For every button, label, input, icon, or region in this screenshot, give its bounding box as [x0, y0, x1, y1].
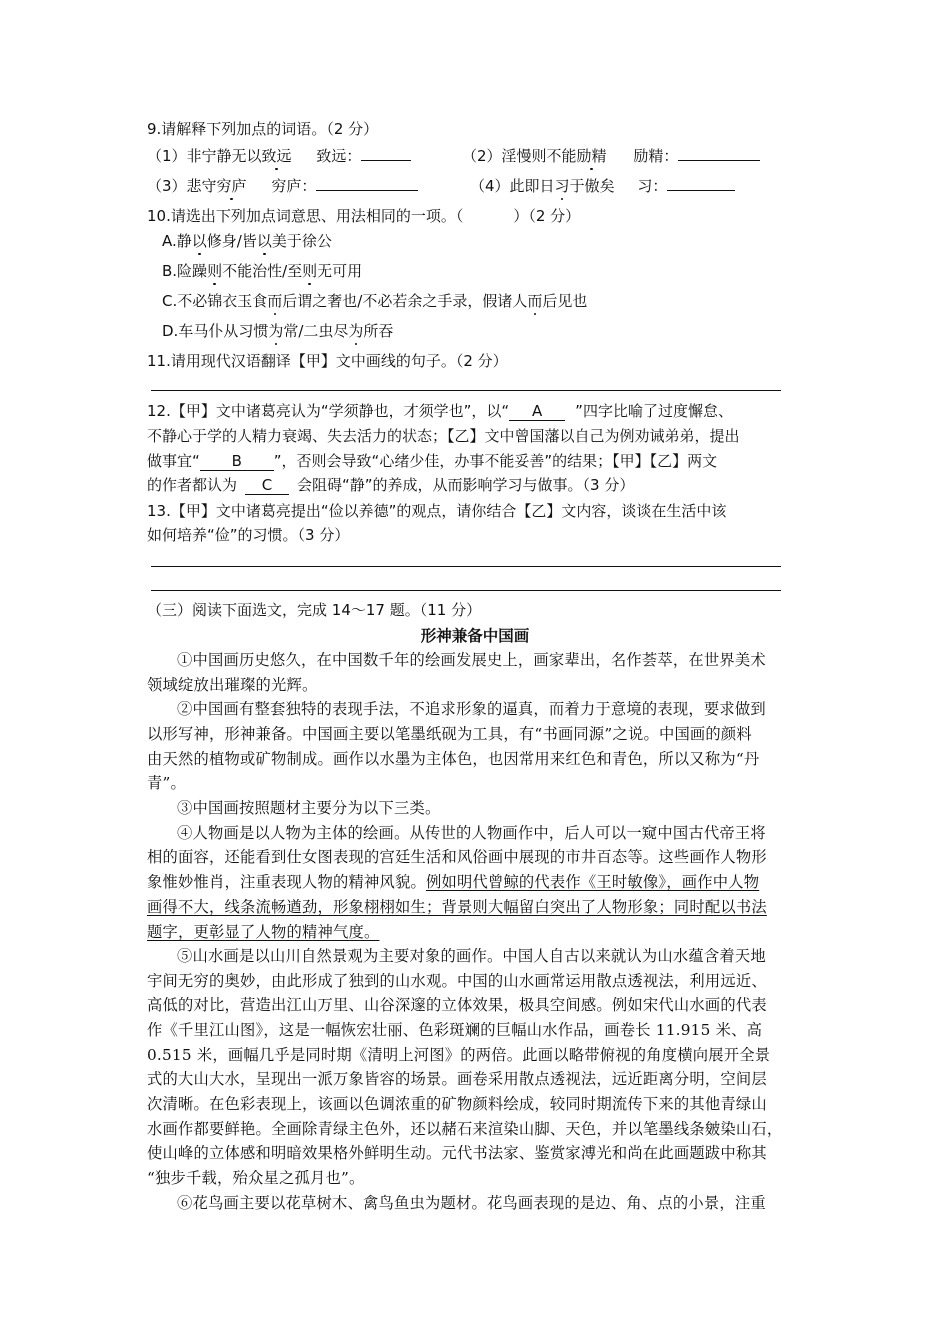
q9-item-1: （1）非宁静无以致远 致远：	[147, 145, 411, 166]
q10-option-b[interactable]: B.险躁则不能治性/至则无可用	[162, 262, 363, 280]
q9-item-2: （2）淫慢则不能励精 励精：	[462, 145, 760, 166]
q10-option-d[interactable]: D.车马仆从习惯为常/二虫尽为所吞	[162, 322, 394, 340]
q12-blank-a[interactable]: A	[509, 402, 565, 421]
q9-answer-2[interactable]	[678, 145, 760, 161]
section3-intro: （三）阅读下面选文，完成 14～17 题。（11 分）	[147, 601, 482, 619]
p4-line-2: 相的面容，还能看到仕女图表现的宫廷生活和风俗画中展现的市井百态等。这些画作人物形	[147, 848, 767, 866]
q9-answer-1[interactable]	[361, 145, 411, 161]
q12-line-1: 12.【甲】文中诸葛亮认为“学须静也，才须学也”，以“ A ”四字比喻了过度懈怠、	[147, 402, 733, 420]
q12-line-2: 不静心于学的人精力衰竭、失去活力的状态；【乙】文中曾国藩以自己为例劝诫弟弟，提出	[147, 427, 740, 445]
p2-line-2: 以形写神，形神兼备。中国画主要以笔墨纸砚为工具，有“书画同源”之说。中国画的颜料	[147, 725, 752, 743]
q9-answer-3[interactable]	[316, 175, 418, 191]
q13-line-2: 如何培养“俭”的习惯。（3 分）	[147, 526, 350, 544]
q10-option-a[interactable]: A.静以修身/皆以美于徐公	[162, 232, 332, 250]
q13-answer-line-1[interactable]	[151, 566, 781, 567]
p4-line-4: 画得不大，线条流畅遒劲，形象栩栩如生；背景则大幅留白突出了人物形象；同时配以书法	[147, 898, 767, 916]
q12-blank-c[interactable]: C	[245, 476, 289, 495]
p5-line-9: 使山峰的立体感和明暗效果格外鲜明生动。元代书法家、鉴赏家溥光和尚在此画题跋中称其	[147, 1144, 767, 1162]
p1-line-1: ①中国画历史悠久，在中国数千年的绘画发展史上，画家辈出，名作荟萃，在世界美术	[177, 651, 766, 669]
p5-line-8: 水画作都要鲜艳。全画除青绿主色外，还以赭石来渲染山脚、天色，并以笔墨线条皴染山石，	[147, 1120, 783, 1138]
p2-line-3: 由天然的植物或矿物制成。画作以水墨为主体色，也因常用来红色和青色，所以又称为“丹	[147, 750, 760, 768]
p2-line-1: ②中国画有整套独特的表现手法，不追求形象的逼真，而着力于意境的表现，要求做到	[177, 700, 766, 718]
p5-line-1: ⑤山水画是以山川自然景观为主要对象的画作。中国人自古以来就认为山水蕴含着天地	[177, 947, 766, 965]
q10-option-c[interactable]: C.不必锦衣玉食而后谓之奢也/不必若余之手录，假诸人而后见也	[162, 292, 588, 310]
p5-line-10: “独步千载，殆众星之孤月也”。	[147, 1169, 365, 1187]
p4-line-5: 题字，更彰显了人物的精神气度。	[147, 923, 380, 941]
underlined-sentence-start: 例如明代曾鲸的代表作《王时敏像》，画作中人物	[425, 873, 760, 891]
p2-line-4: 青”。	[147, 774, 187, 792]
q12-line-3: 做事宜“ B ”，否则会导致“心绪少佳，办事不能妥善”的结果；【甲】【乙】两文	[147, 452, 718, 470]
p5-line-5: 0.515 米，画幅几乎是同时期《清明上河图》的两倍。此画以略带俯视的角度横向展开全景	[147, 1046, 771, 1064]
q13-line-1: 13.【甲】文中诸葛亮提出“俭以养德”的观点，请你结合【乙】文内容，谈谈在生活中该	[147, 502, 727, 520]
q9-item-4: （4）此即日习于傲矣 习：	[470, 175, 735, 196]
q12-line-4: 的作者都认为 C 会阻碍“静”的养成，从而影响学习与做事。（3 分）	[147, 476, 635, 494]
q12-blank-b[interactable]: B	[200, 452, 274, 471]
p1-line-2: 领域绽放出璀璨的光辉。	[147, 676, 318, 694]
p3-line-1: ③中国画按照题材主要分为以下三类。	[177, 799, 441, 817]
p5-line-3: 高低的对比，营造出江山万里、山谷深邃的立体效果，极具空间感。例如宋代山水画的代表	[147, 996, 767, 1014]
p4-line-1: ④人物画是以人物为主体的绘画。从传世的人物画作中，后人可以一窥中国古代帝王将	[177, 824, 766, 842]
q11-answer-line[interactable]	[151, 390, 781, 391]
q9-answer-4[interactable]	[667, 175, 735, 191]
q13-answer-line-2[interactable]	[151, 590, 781, 591]
p5-line-7: 次清晰。在色彩表现上，该画以色调浓重的矿物颜料绘成，较同时期流传下来的其他青绿山	[147, 1095, 767, 1113]
p5-line-2: 宇间无穷的奥妙，由此形成了独到的山水观。中国的山水画常运用散点透视法，利用远近、	[147, 972, 767, 990]
p4-line-3: 象惟妙惟肖，注重表现人物的精神风貌。例如明代曾鲸的代表作《王时敏像》，画作中人物	[147, 873, 760, 891]
p5-line-6: 式的大山大水，呈现出一派万象皆容的场景。画卷采用散点透视法，远近距离分明，空间层	[147, 1070, 767, 1088]
q10-stem: 10.请选出下列加点词意思、用法相同的一项。（ ）（2 分）	[147, 207, 581, 225]
p5-line-4: 作《千里江山图》，这是一幅恢宏壮丽、色彩斑斓的巨幅山水作品，画卷长 11.915 米、高	[147, 1021, 763, 1039]
p6-line-1: ⑥花鸟画主要以花草树木、禽鸟鱼虫为题材。花鸟画表现的是边、角、点的小景，注重	[177, 1194, 766, 1212]
q11-stem: 11.请用现代汉语翻译【甲】文中画线的句子。（2 分）	[147, 352, 508, 370]
q9-stem: 9.请解释下列加点的词语。（2 分）	[147, 120, 379, 138]
passage-title: 形神兼备中国画	[420, 627, 530, 645]
q9-item-3: （3）悲守穷庐 穷庐：	[147, 175, 418, 196]
